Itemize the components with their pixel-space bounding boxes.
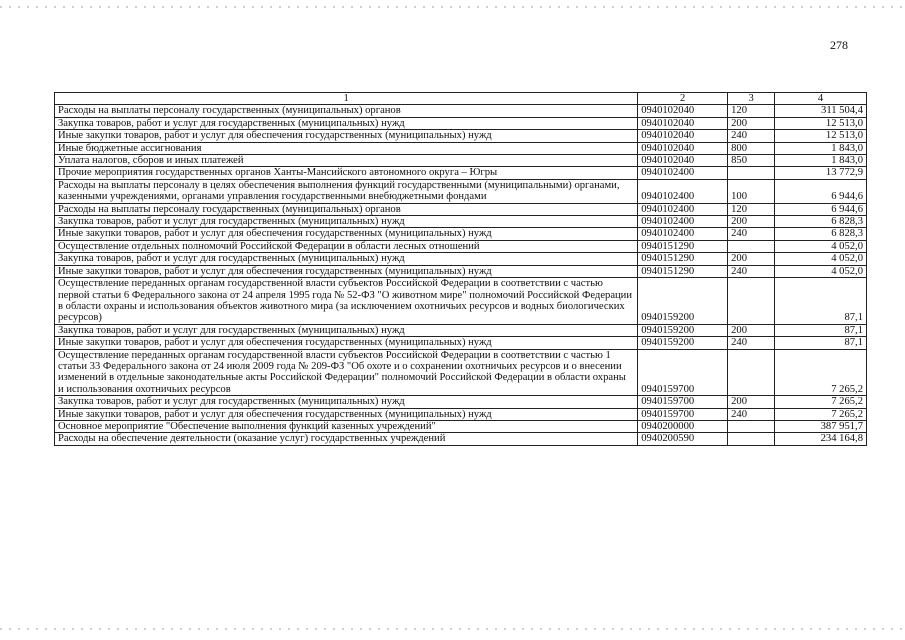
row-type-cell [728, 240, 775, 252]
row-name-cell: Осуществление переданных органам государственной власти субъектов Российской Федерации в соответствии с частью 1 статьи 33 Федерального закона от 24 июля 2009 года № 209-ФЗ "Об охоте и о сохранении охотничьих ресурсов и о внесении изменений в отдельные законодательные акты Российской Федерации" полномочий Российской Федерации в области охраны и использования охотничьих ресурсов [55, 349, 638, 396]
table-row [55, 433, 867, 445]
table-row [55, 155, 867, 167]
table-row [55, 349, 867, 396]
table-body [55, 105, 867, 445]
row-name-cell: Уплата налогов, сборов и иных платежей [55, 155, 638, 167]
row-name-cell: Иные закупки товаров, работ и услуг для обеспечения государственных (муниципальных) нужд [55, 337, 638, 349]
row-sum-cell: 13 772,9 [775, 167, 867, 179]
row-sum-cell: 4 052,0 [775, 265, 867, 277]
row-name-cell: Иные закупки товаров, работ и услуг для обеспечения государственных (муниципальных) нужд [55, 408, 638, 420]
row-code-cell: 0940102040 [638, 130, 728, 142]
row-sum-cell: 6 828,3 [775, 228, 867, 240]
row-code-cell: 0940159700 [638, 396, 728, 408]
row-type-cell: 240 [728, 130, 775, 142]
budget-table [54, 92, 867, 446]
table-row [55, 420, 867, 432]
row-type-cell: 240 [728, 228, 775, 240]
table-row [55, 105, 867, 117]
row-sum-cell: 1 843,0 [775, 155, 867, 167]
header-col-2: 2 [638, 93, 728, 105]
row-code-cell: 0940200590 [638, 433, 728, 445]
row-code-cell: 0940200000 [638, 420, 728, 432]
row-sum-cell: 7 265,2 [775, 349, 867, 396]
row-code-cell: 0940102400 [638, 203, 728, 215]
row-sum-cell: 234 164,8 [775, 433, 867, 445]
row-name-cell: Иные закупки товаров, работ и услуг для обеспечения государственных (муниципальных) нужд [55, 228, 638, 240]
table-row [55, 324, 867, 336]
row-type-cell [728, 278, 775, 325]
table-row [55, 408, 867, 420]
row-type-cell: 800 [728, 142, 775, 154]
row-name-cell: Закупка товаров, работ и услуг для государственных (муниципальных) нужд [55, 396, 638, 408]
row-code-cell: 0940159700 [638, 349, 728, 396]
row-sum-cell: 6 828,3 [775, 216, 867, 228]
row-sum-cell: 4 052,0 [775, 240, 867, 252]
row-name-cell: Осуществление отдельных полномочий Российской Федерации в области лесных отношений [55, 240, 638, 252]
table-row [55, 240, 867, 252]
page-number: 278 [830, 38, 848, 52]
row-sum-cell: 87,1 [775, 324, 867, 336]
table-row [55, 142, 867, 154]
row-sum-cell: 6 944,6 [775, 179, 867, 203]
table-row [55, 167, 867, 179]
row-code-cell: 0940159200 [638, 337, 728, 349]
row-sum-cell: 311 504,4 [775, 105, 867, 117]
row-sum-cell: 4 052,0 [775, 253, 867, 265]
row-code-cell: 0940102040 [638, 142, 728, 154]
table-row [55, 337, 867, 349]
table-row [55, 253, 867, 265]
row-type-cell: 200 [728, 117, 775, 129]
row-sum-cell: 7 265,2 [775, 396, 867, 408]
row-type-cell: 200 [728, 216, 775, 228]
row-code-cell: 0940159700 [638, 408, 728, 420]
row-sum-cell: 7 265,2 [775, 408, 867, 420]
table-row [55, 278, 867, 325]
table-row [55, 130, 867, 142]
header-col-4: 4 [775, 93, 867, 105]
row-type-cell: 850 [728, 155, 775, 167]
row-sum-cell: 87,1 [775, 337, 867, 349]
table-header [55, 93, 867, 105]
row-type-cell: 240 [728, 337, 775, 349]
row-name-cell: Расходы на обеспечение деятельности (оказание услуг) государственных учреждений [55, 433, 638, 445]
row-name-cell: Закупка товаров, работ и услуг для государственных (муниципальных) нужд [55, 216, 638, 228]
row-type-cell: 240 [728, 408, 775, 420]
row-code-cell: 0940102040 [638, 105, 728, 117]
row-code-cell: 0940159200 [638, 278, 728, 325]
row-code-cell: 0940102400 [638, 228, 728, 240]
row-name-cell: Осуществление переданных органам государственной власти субъектов Российской Федерации в соответствии с частью первой статьи 6 Федерального закона от 24 апреля 1995 года № 52-ФЗ "О животном мире" полномочий Российской Федерации в области охраны и использования объектов животного мира (за исключением охотничьих ресурсов и водных биологических ресурсов) [55, 278, 638, 325]
row-type-cell: 120 [728, 105, 775, 117]
row-code-cell: 0940151290 [638, 253, 728, 265]
table-row [55, 203, 867, 215]
row-type-cell: 100 [728, 179, 775, 203]
row-sum-cell: 387 951,7 [775, 420, 867, 432]
row-code-cell: 0940159200 [638, 324, 728, 336]
table-row [55, 396, 867, 408]
header-row [55, 93, 867, 105]
table-row [55, 216, 867, 228]
row-code-cell: 0940151290 [638, 240, 728, 252]
row-code-cell: 0940102400 [638, 216, 728, 228]
row-code-cell: 0940102400 [638, 167, 728, 179]
row-name-cell: Закупка товаров, работ и услуг для государственных (муниципальных) нужд [55, 253, 638, 265]
row-name-cell: Расходы на выплаты персоналу государственных (муниципальных) органов [55, 203, 638, 215]
row-sum-cell: 6 944,6 [775, 203, 867, 215]
row-type-cell: 200 [728, 396, 775, 408]
row-name-cell: Основное мероприятие "Обеспечение выполнения функций казенных учреждений" [55, 420, 638, 432]
row-name-cell: Иные закупки товаров, работ и услуг для обеспечения государственных (муниципальных) нужд [55, 130, 638, 142]
row-name-cell: Закупка товаров, работ и услуг для государственных (муниципальных) нужд [55, 117, 638, 129]
row-type-cell [728, 420, 775, 432]
row-type-cell [728, 349, 775, 396]
row-name-cell: Расходы на выплаты персоналу государственных (муниципальных) органов [55, 105, 638, 117]
row-name-cell: Закупка товаров, работ и услуг для государственных (муниципальных) нужд [55, 324, 638, 336]
header-col-1: 1 [55, 93, 638, 105]
row-name-cell: Расходы на выплаты персоналу в целях обеспечения выполнения функций государственными (муниципальными) органами, казенными учреждениями, органами управления государственными внебюджетными фондами [55, 179, 638, 203]
header-col-3: 3 [728, 93, 775, 105]
row-code-cell: 0940151290 [638, 265, 728, 277]
row-name-cell: Иные бюджетные ассигнования [55, 142, 638, 154]
row-name-cell: Иные закупки товаров, работ и услуг для обеспечения государственных (муниципальных) нужд [55, 265, 638, 277]
table-row [55, 117, 867, 129]
row-sum-cell: 12 513,0 [775, 117, 867, 129]
row-code-cell: 0940102400 [638, 179, 728, 203]
table-row [55, 228, 867, 240]
row-sum-cell: 87,1 [775, 278, 867, 325]
scan-artifact-bottom [0, 628, 905, 630]
row-type-cell: 200 [728, 253, 775, 265]
row-type-cell [728, 433, 775, 445]
row-type-cell: 240 [728, 265, 775, 277]
row-name-cell: Прочие мероприятия государственных органов Ханты-Мансийского автономного округа – Югры [55, 167, 638, 179]
row-code-cell: 0940102040 [638, 155, 728, 167]
row-sum-cell: 12 513,0 [775, 130, 867, 142]
table-row [55, 179, 867, 203]
row-sum-cell: 1 843,0 [775, 142, 867, 154]
row-type-cell: 120 [728, 203, 775, 215]
row-type-cell [728, 167, 775, 179]
row-code-cell: 0940102040 [638, 117, 728, 129]
row-type-cell: 200 [728, 324, 775, 336]
table-row [55, 265, 867, 277]
scan-artifact-top [0, 6, 905, 8]
